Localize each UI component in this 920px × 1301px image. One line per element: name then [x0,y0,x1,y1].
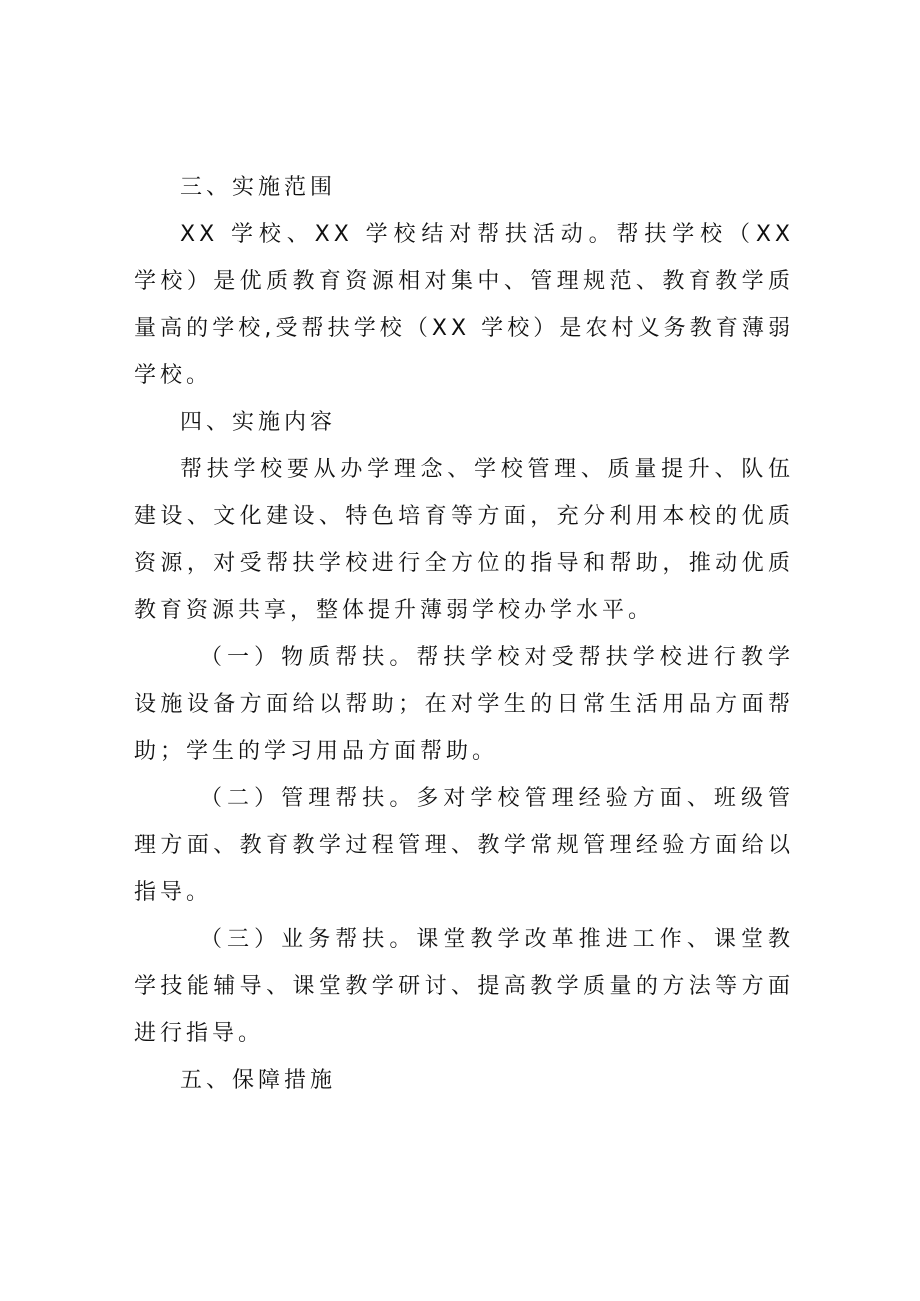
paragraph-content: 帮扶学校要从办学理念、学校管理、质量提升、队伍建设、文化建设、特色培育等方面，充分利用本校的优质资源，对受帮扶学校进行全方位的指导和帮助，推动优质教育资源共享，整体提升薄弱学校办学水平。 [134,457,794,623]
paragraph-scope: XX 学校、XX 学校结对帮扶活动。帮扶学校（XX 学校）是优质教育资源相对集中、管理规范、教育教学质量高的学校,受帮扶学校（XX 学校）是农村义务教育薄弱学校。 [134,222,794,388]
item-management-support: （二）管理帮扶。多对学校管理经验方面、班级管理方面、教育教学过程管理、教学常规管理经验方面给以指导。 [134,786,794,905]
document-body [134,164,794,1104]
section-heading-content: 四、实施内容 [180,410,337,435]
item-material-support: （一）物质帮扶。帮扶学校对受帮扶学校进行教学设施设备方面给以帮助；在对学生的日常生活用品方面帮助；学生的学习用品方面帮助。 [134,645,794,764]
section-heading-scope: 三、实施范围 [180,175,337,200]
item-business-support: （三）业务帮扶。课堂教学改革推进工作、课堂教学技能辅导、课堂教学研讨、提高教学质量的方法等方面进行指导。 [134,927,794,1046]
section-heading-safeguards: 五、保障措施 [180,1068,337,1093]
